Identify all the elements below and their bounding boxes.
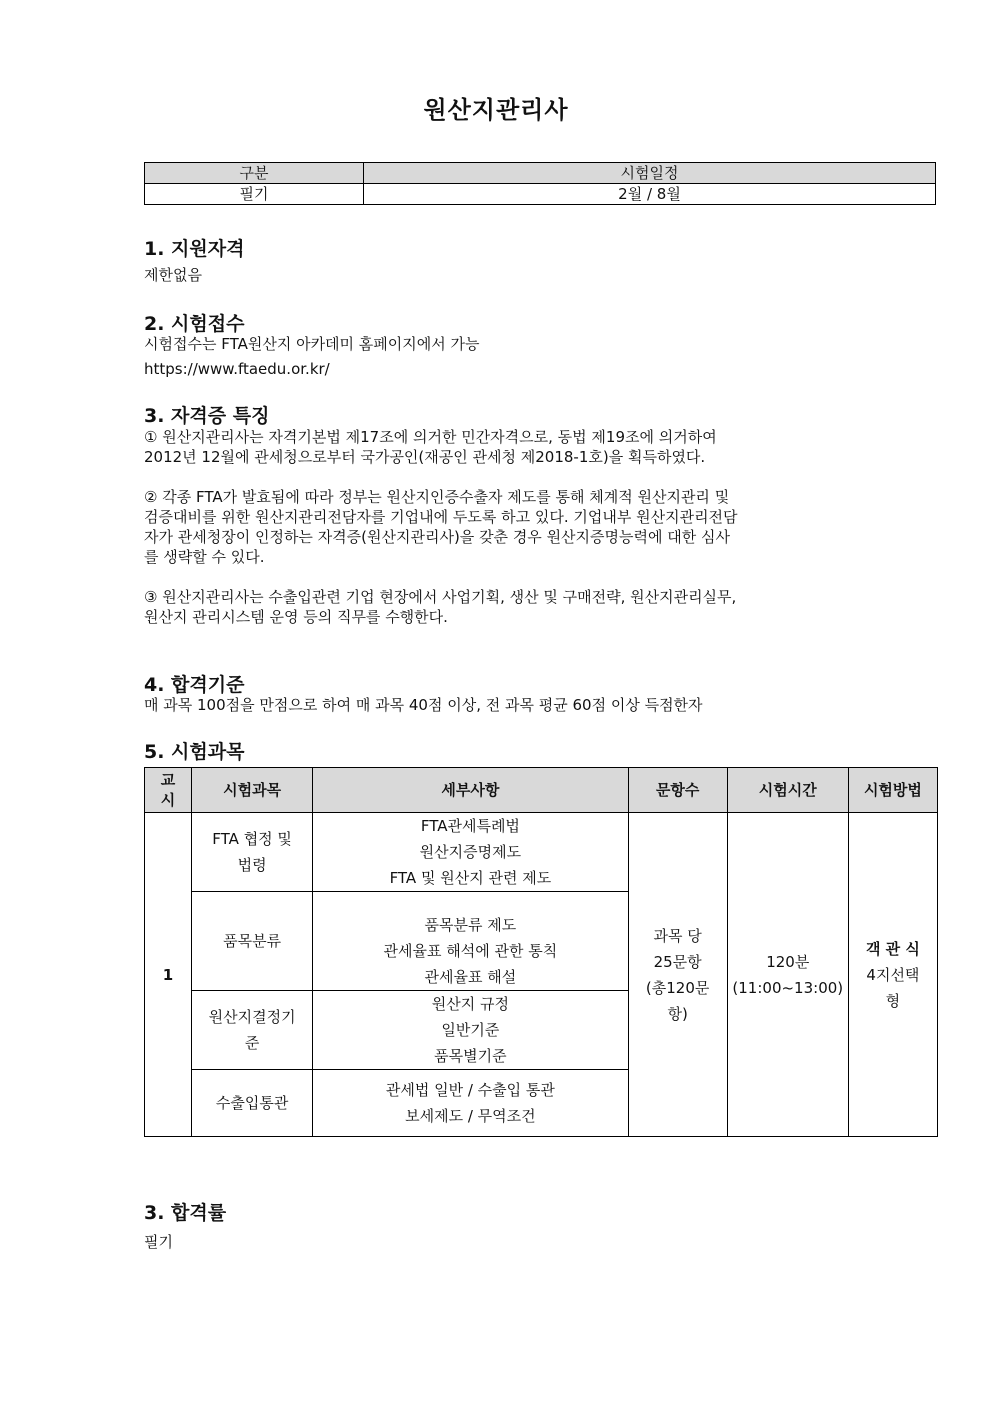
feature-paragraph-2: ② 각종 FTA가 발효됨에 따라 정부는 원산지인증수출자 제도를 통해 체계적 원산지관리 및 검증대비를 위한 원산지관리전담자를 기업내에 두도록 하고 있다. 기업내부 원산지관리전담 자가 관세청장이 인정하는 자격증(원산지관리사)을 갖춘 경우 원산지증명능력에 대한 심사 를 생략할 수 있다. — [144, 488, 738, 566]
header-count: 문항수 — [628, 768, 727, 813]
section-heading-pass-criteria: 4. 합격기준 — [144, 674, 245, 696]
cell-subject: 품목분류 — [192, 892, 313, 991]
section-heading-subjects: 5. 시험과목 — [144, 741, 245, 763]
cell-method: 객 관 식 4지선택 형 — [848, 813, 937, 1137]
header-subject: 시험과목 — [192, 768, 313, 813]
exam-subjects-table — [144, 767, 938, 1137]
header-category: 구분 — [145, 163, 364, 184]
cell-time: 120분 (11:00~13:00) — [727, 813, 848, 1137]
application-text: 시험접수는 FTA원산지 아카데미 홈페이지에서 가능 — [144, 335, 480, 353]
table-header-row — [145, 768, 938, 813]
cell-category: 필기 — [145, 184, 364, 205]
header-method: 시험방법 — [848, 768, 937, 813]
table-row — [145, 184, 936, 205]
cell-schedule: 2월 / 8월 — [364, 184, 936, 205]
section-heading-application: 2. 시험접수 — [144, 313, 245, 335]
page-title: 원산지관리사 — [423, 96, 569, 124]
feature-paragraph-1: ① 원산지관리사는 자격기본법 제17조에 의거한 민간자격으로, 동법 제19조에 의거하여 2012년 12월에 관세청으로부터 국가공인(재공인 관세청 제2018-1호)을 획득하였다. — [144, 428, 717, 466]
cell-detail: 품목분류 제도 관세율표 해석에 관한 통칙 관세율표 해설 — [313, 892, 628, 991]
section-heading-pass-rate: 3. 합격률 — [144, 1202, 227, 1224]
exam-schedule-table — [144, 162, 936, 205]
cell-detail: 원산지 규정 일반기준 품목별기준 — [313, 991, 628, 1070]
cell-period: 1 — [145, 813, 192, 1137]
cell-detail: 관세법 일반 / 수출입 통관 보세제도 / 무역조건 — [313, 1070, 628, 1137]
cell-detail: FTA관세특례법 원산지증명제도 FTA 및 원산지 관련 제도 — [313, 813, 628, 892]
header-detail: 세부사항 — [313, 768, 628, 813]
table-header-row — [145, 163, 936, 184]
application-url: https://www.ftaedu.or.kr/ — [144, 360, 330, 378]
table-row — [145, 813, 938, 892]
pass-criteria-text: 매 과목 100점을 만점으로 하여 매 과목 40점 이상, 전 과목 평균 60점 이상 득점한자 — [144, 696, 703, 714]
section-heading-eligibility: 1. 지원자격 — [144, 238, 245, 260]
feature-paragraph-3: ③ 원산지관리사는 수출입관련 기업 현장에서 사업기획, 생산 및 구매전략, 원산지관리실무, 원산지 관리시스템 운영 등의 직무를 수행한다. — [144, 588, 737, 626]
cell-subject: 원산지결정기 준 — [192, 991, 313, 1070]
section-heading-features: 3. 자격증 특징 — [144, 405, 270, 427]
cell-subject: FTA 협정 및 법령 — [192, 813, 313, 892]
cell-subject: 수출입통관 — [192, 1070, 313, 1137]
cell-count: 과목 당 25문항 (총120문 항) — [628, 813, 727, 1137]
pass-rate-text: 필기 — [144, 1233, 173, 1251]
header-time: 시험시간 — [727, 768, 848, 813]
eligibility-text: 제한없음 — [144, 266, 202, 284]
header-period: 교 시 — [145, 768, 192, 813]
header-schedule: 시험일정 — [364, 163, 936, 184]
